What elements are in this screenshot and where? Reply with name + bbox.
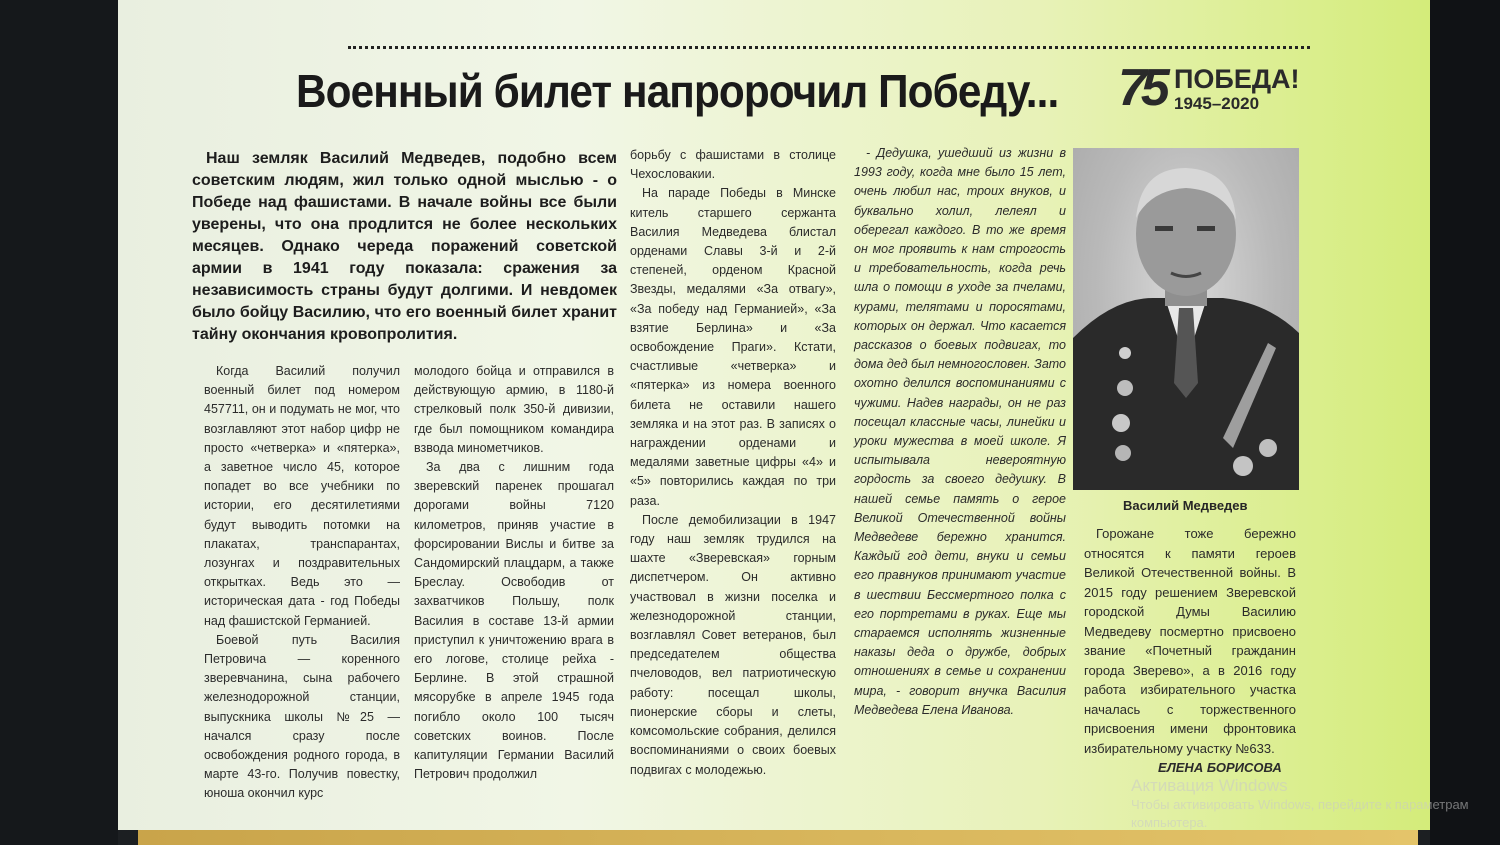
portrait-photo — [1073, 148, 1299, 490]
column-3 — [630, 146, 836, 780]
windows-activation-watermark — [1131, 776, 1500, 845]
watermark-text: Чтобы активировать Windows, перейдите к параметрам компьютера. — [1131, 797, 1469, 830]
paragraph: Когда Василий получил военный билет под номером 457711, он и подумать не мог, что возглавляют этот набор цифр не просто «четверка» и «пятерка», а заветное число 45, которое попадет во все учебники по истории, его десятилетиями будут выводить потомки на плакатах, транспарантах, лозунгах и поздравительных открытках. Ведь это — историческая дата - год Победы над фашистской Германией. — [204, 364, 400, 628]
logo-years: 1945–2020 — [1174, 94, 1260, 113]
header-dotted-rule — [348, 46, 1310, 49]
monitor-bezel-left — [0, 0, 118, 845]
column-5 — [1084, 524, 1296, 758]
column-1 — [204, 362, 400, 804]
logo-word: ПОБЕДА! — [1174, 64, 1300, 94]
paragraph: борьбу с фашистами в столице Чехословакии. — [630, 148, 836, 182]
logo-number: 75 — [1118, 59, 1164, 117]
column-2 — [414, 362, 614, 784]
article-lead: Наш земляк Василий Медведев, подобно всем советским людям, жил только одной мыслью - о Победе над фашистами. В начале войны все были уверены, что она продлится не более нескольких месяцев. Однако череда поражений советской армии в 1941 году показала: сражения за независимость страны будут долгими. И невдомек было бойцу Василию, что его военный билет хранит тайну окончания кровопролития. — [192, 150, 617, 343]
paragraph: Боевой путь Василия Петровича — коренного зверевчанина, сына рабочего железнодорожной станции, выпускника школы №25 — начался сразу после освобождения родного города, в марте 43-го. Получив повестку, юноша окончил курс — [204, 632, 400, 801]
newspaper-page — [118, 0, 1430, 830]
monitor-bezel-right — [1430, 0, 1500, 845]
paragraph: молодого бойца и отправился в действующую армию, в 1180-й стрелковый полк 350-й дивизии, где был помощником командира взвода минометчиков. — [414, 364, 614, 455]
paragraph: Горожане тоже бережно относятся к памяти героев Великой Отечественной войны. В 2015 году решением Зверевской городской Думы Василию Медведеву посмертно присвоено звание «Почетный гражданин города Зверево», а в 2016 году работа избирательного участка началась с торжественного присвоения имени фронтовика избирательному участку №633. — [1084, 526, 1296, 756]
paragraph: После демобилизации в 1947 году наш земляк трудился на шахте «Зверевская» горным диспетчером. Он активно участвовал в жизни поселка и железнодорожной станции, возглавлял Совет ветеранов, был председателем общества пчеловодов, вел патриотическую работу: посещал школы, пионерские сборы и слеты, комсомольские собрания, делился воспоминаниями о своих боевых подвигах с молодежью. — [630, 512, 836, 777]
author-signature: ЕЛЕНА БОРИСОВА — [1158, 760, 1282, 775]
column-4-quote — [854, 144, 1066, 720]
article-headline: Военный билет напророчил Победу... — [296, 65, 1059, 117]
paragraph: За два с лишним года зверевский паренек прошагал дорогами войны 7120 километров, приняв участие в форсировании Вислы и битве за Сандомирский плацдарм, а также Бреслау. Освободив от захватчиков Польшу, полк Василия в составе 13-й армии приступил к уничтожению врага в его логове, столице рейха - Берлине. В этой страшной мясорубке в апреле 1945 года погибло около 100 тысяч советских воинов. После капитуляции Германии Василий Петрович продолжил — [414, 460, 614, 782]
portrait-illustration — [1073, 148, 1299, 490]
paragraph: На параде Победы в Минске китель старшего сержанта Василия Медведева блистал орденами Славы 3-й и 2-й степеней, орденом Красной Звезды, медалями «За отвагу», «За победу над Германией», «За взятие Берлина» и «За освобождение Праги». Кстати, счастливые «четверка» и «пятерка» из номера военного билета не оставили нашего земляка и на этот раз. В записях о награждении орденами и медалями заветные цифры «4» и «5» повторились каждая по три раза. — [630, 186, 836, 508]
photo-caption: Василий Медведев — [1123, 498, 1248, 513]
victory-75-logo — [1118, 60, 1308, 120]
paragraph: - Дедушка, ушедший из жизни в 1993 году, когда мне было 15 лет, очень любил нас, троих внуков, и буквально холил, лелеял и оберегал каждого. В то же время он мог проявить к нам строгость и требовательность, когда речь шла о помощи в уходе за пчелами, курами, телятами и поросятами, которых он держал. Что касается рассказов о боевых подвигах, то дома дед был немногословен. Зато охотно делился воспоминаниями с чужими. Надев награды, он не раз посещал классные часы, линейки и уроки мужества в моей школе. Я испытывала невероятную гордость за своего дедушку. В нашей семье память о герое Великой Отечественной войны Медведеве бережно хранится. Каждый год дети, внуки и семьи его правнуков принимают участие в шествии Бессмертного полка с его портретами в руках. Еще мы стараемся исполнять жизненные наказы деда о дружбе, добрых отношениях в семье и сохранении мира, - говорит внучка Василия Медведева Елена Иванова. — [854, 146, 1066, 717]
watermark-title: Активация Windows — [1131, 776, 1288, 795]
